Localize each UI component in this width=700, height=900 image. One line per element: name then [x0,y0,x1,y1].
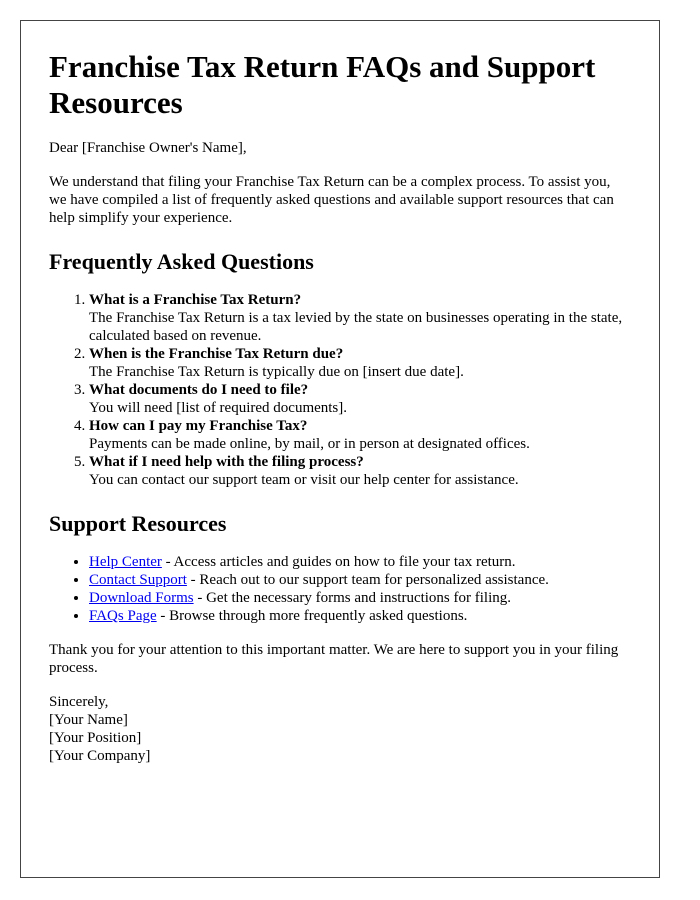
faq-item [89,381,631,417]
faq-list [49,291,631,489]
faq-answer: You will need [list of required documents]. [89,400,348,416]
support-description: - Reach out to our support team for personalized assistance. [186,572,549,588]
support-item [89,553,631,571]
faq-question: 5. What if I need help with the filing process? [89,454,364,470]
support-description: - Access articles and guides on how to file your tax return. [161,554,516,570]
closing-paragraph: Thank you for your attention to this important matter. We are here to support you in your filing process. [49,642,619,676]
faq-question: 3. What documents do I need to file? [89,382,309,398]
support-item [89,589,631,607]
greeting: Dear [Franchise Owner's Name], [49,140,247,156]
faq-question: 1. What is a Franchise Tax Return? [89,292,302,308]
faqs-page-link[interactable]: FAQs Page [89,608,157,624]
support-item [89,571,631,589]
letter [20,20,660,878]
intro-paragraph: We understand that filing your Franchise Tax Return can be a complex process. To assist you, we have compiled a list of frequently asked questions and available support resources that can help simplify your experience. [49,174,614,226]
valediction: Sincerely, [49,694,109,710]
support-list [49,553,631,625]
support-description: - Get the necessary forms and instructions for filing. [193,590,512,606]
support-heading: Support Resources [49,511,227,536]
faq-answer: Payments can be made online, by mail, or in person at designated offices. [89,436,530,452]
faq-answer: You can contact our support team or visit our help center for assistance. [89,472,519,488]
faq-answer: The Franchise Tax Return is typically due on [insert due date]. [89,364,464,380]
faq-question: 4. How can I pay my Franchise Tax? [89,418,308,434]
faq-item [89,453,631,489]
signoff [49,693,631,765]
faq-heading: Frequently Asked Questions [49,249,314,274]
download-forms-link[interactable]: Download Forms [89,590,194,606]
sender-company: [Your Company] [49,748,151,764]
help-center-link[interactable]: Help Center [89,554,162,570]
sender-position: [Your Position] [49,730,142,746]
faq-item [89,345,631,381]
faq-item [89,417,631,453]
faq-item [89,291,631,345]
support-description: - Browse through more frequently asked questions. [156,608,468,624]
faq-question: 2. When is the Franchise Tax Return due? [89,346,344,362]
support-item [89,607,631,625]
sender-name: [Your Name] [49,712,128,728]
contact-support-link[interactable]: Contact Support [89,572,187,588]
faq-answer: The Franchise Tax Return is a tax levied by the state on businesses operating in the state, calculated based on revenue. [89,310,623,344]
page-title: Franchise Tax Return FAQs and Support Resources [49,49,596,120]
